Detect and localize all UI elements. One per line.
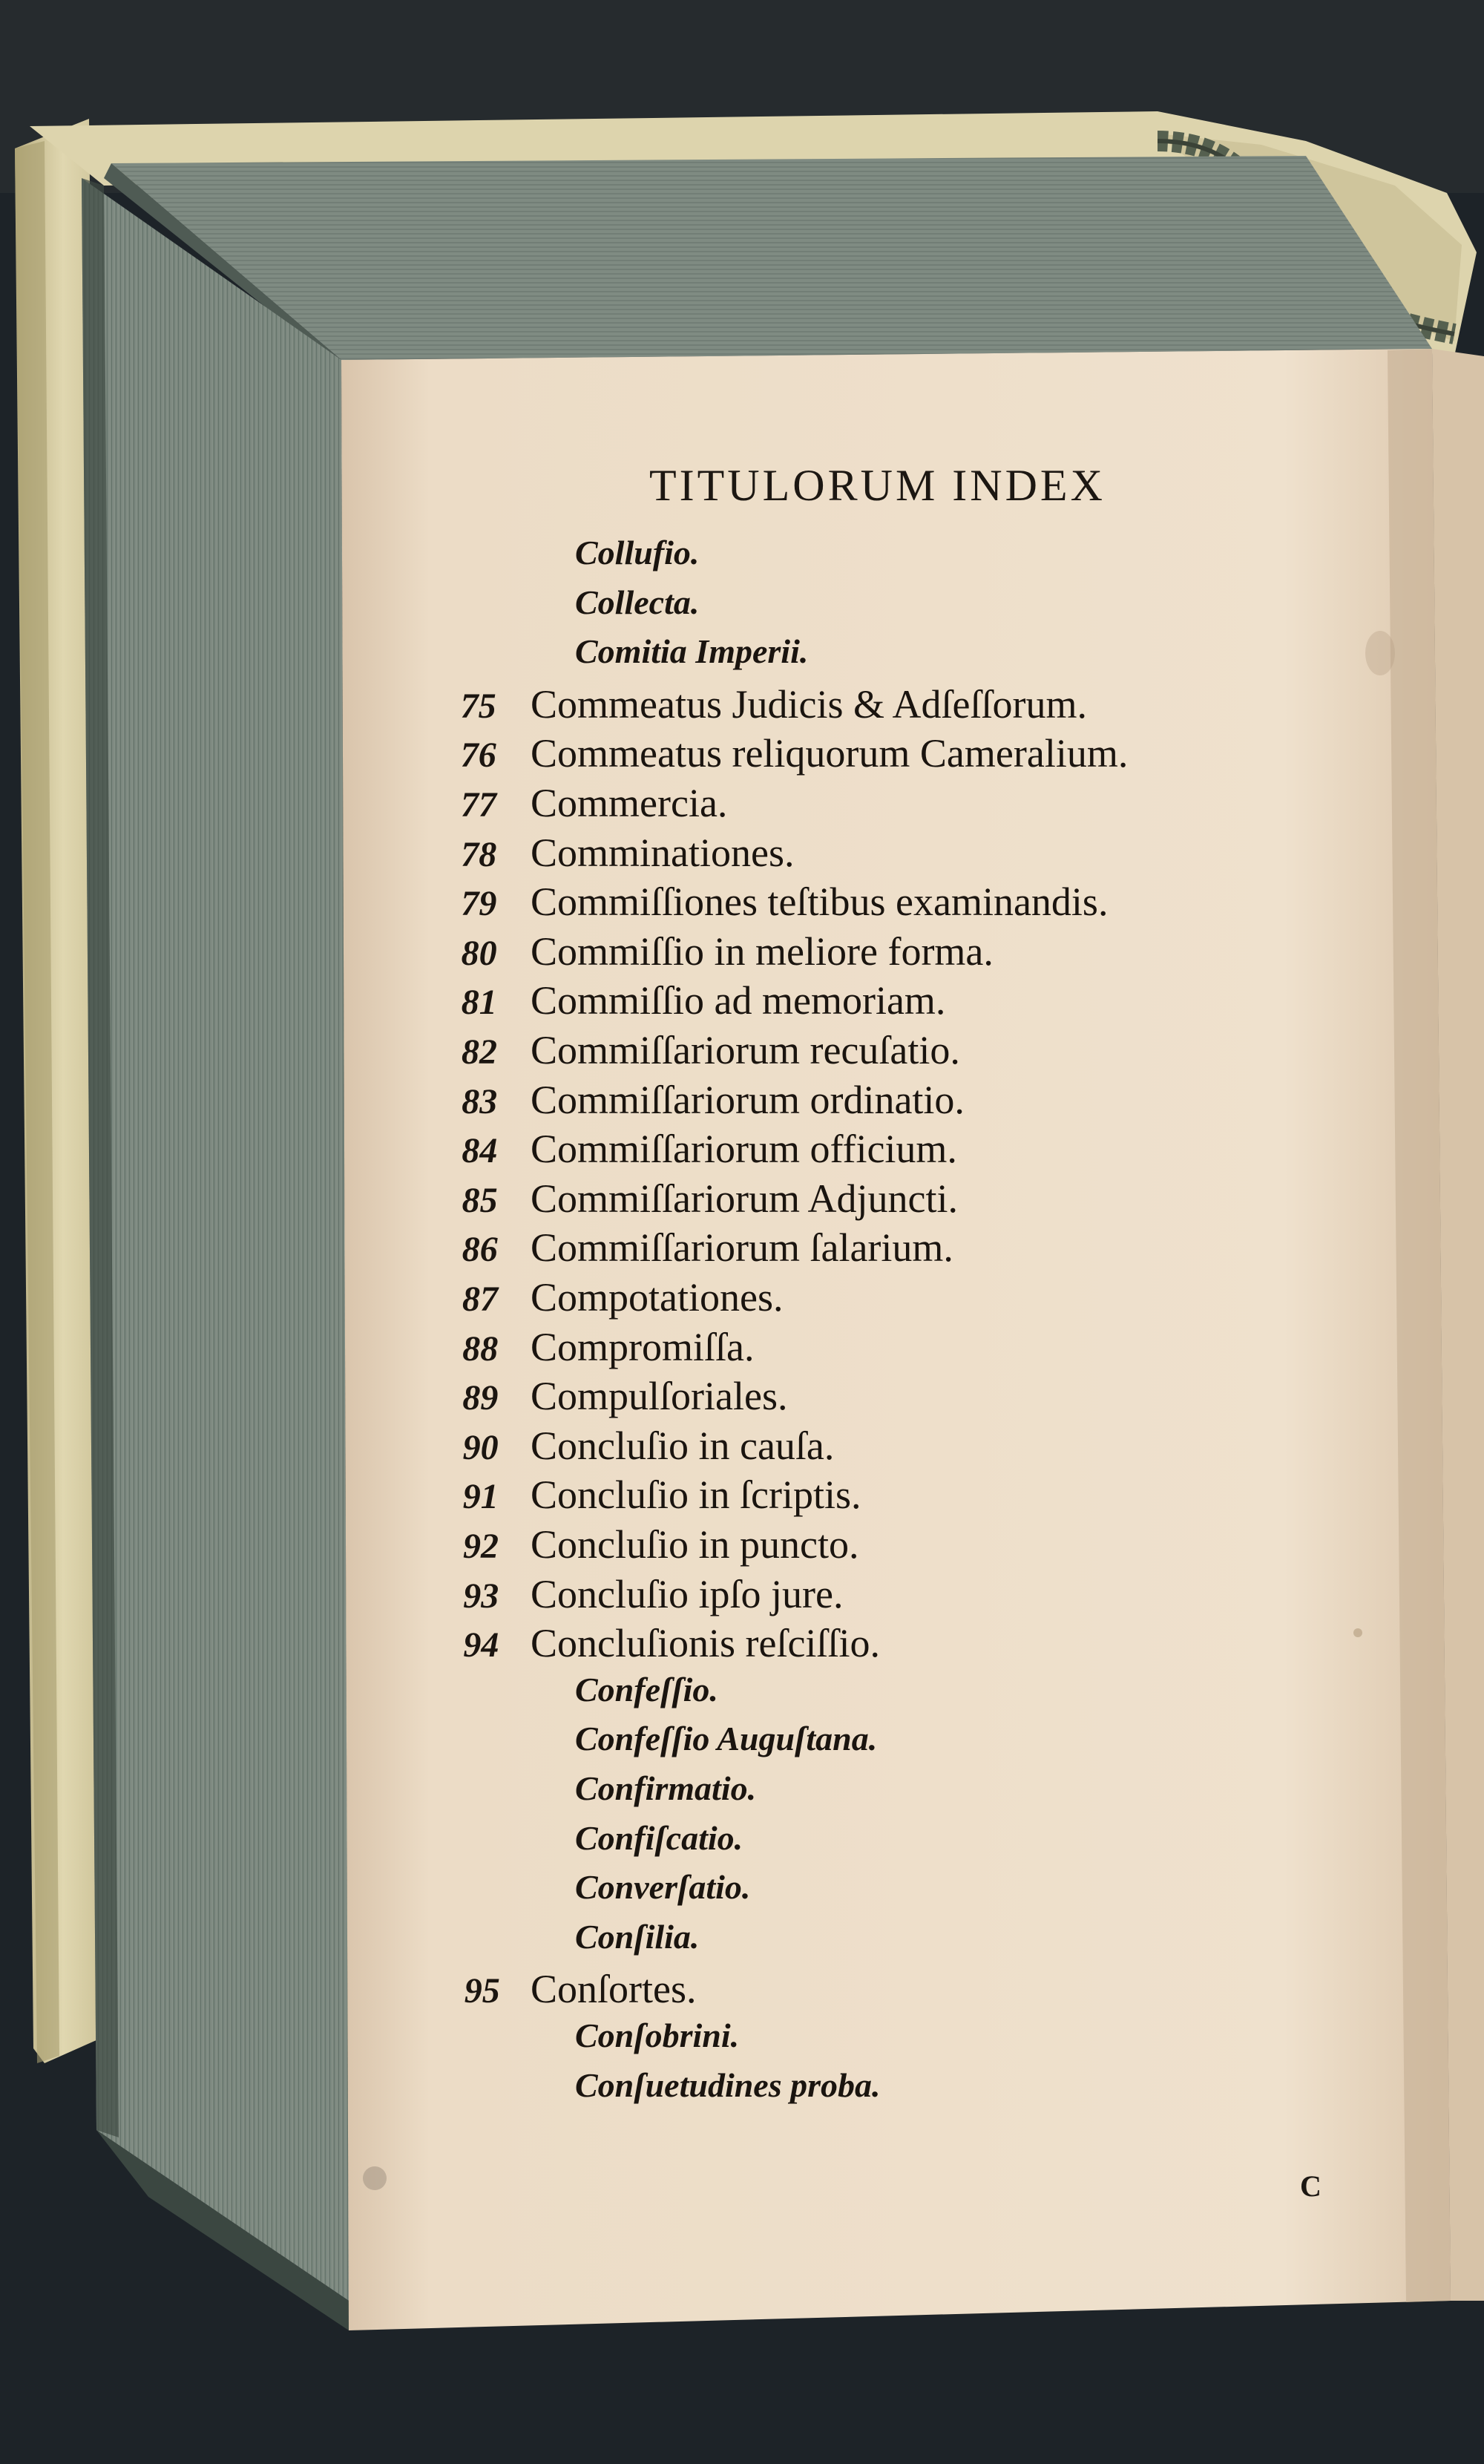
entry-text: Collufio. — [575, 534, 700, 571]
entry-text: Conſortes. — [531, 1967, 697, 2012]
entry-text: Commeatus Judicis & Adſeſſorum. — [531, 681, 1087, 727]
entry-number: 88 — [462, 1328, 499, 1369]
entry-text: Conſilia. — [575, 1917, 700, 1956]
entry-text: Commiſſariorum recuſatio. — [531, 1028, 960, 1072]
entry-text: Converſatio. — [575, 1868, 751, 1907]
entry-number: 94 — [463, 1625, 499, 1665]
entry-text: Concluſio in puncto. — [531, 1522, 859, 1567]
entry-text: Commiſſariorum Adjuncti. — [531, 1176, 958, 1221]
entry-number: 92 — [463, 1527, 499, 1566]
entry-text: Collecta. — [575, 583, 700, 621]
entry-text: Compulſoriales. — [531, 1374, 788, 1419]
entry-number: 85 — [462, 1180, 498, 1220]
entry-text: Comminationes. — [531, 830, 795, 875]
entry-text: Concluſio in cauſa. — [531, 1423, 835, 1468]
entry-text: Comitia Imperii. — [575, 632, 809, 671]
entry-number: 83 — [462, 1081, 498, 1121]
entry-number: 95 — [464, 1971, 500, 2011]
entry-number: 82 — [462, 1032, 497, 1072]
catchword: C — [1300, 2169, 1322, 2203]
entry-number: 77 — [461, 785, 496, 825]
entry-number: 78 — [461, 834, 497, 874]
entry-text: Commercia. — [531, 781, 728, 825]
entry-text: Confeſſio. — [575, 1670, 718, 1708]
entry-text: Confeſſio Auguſtana. — [575, 1720, 878, 1758]
entry-number: 81 — [461, 983, 497, 1023]
entry-text: Commiſſiones teſtibus examinandis. — [531, 879, 1109, 925]
entry-text: Conſuetudines proba. — [575, 2065, 881, 2104]
entry-number: 93 — [463, 1576, 499, 1616]
entry-text: Commiſſariorum ordinatio. — [531, 1077, 965, 1122]
entry-text: Concluſio ipſo jure. — [531, 1571, 844, 1616]
entry-number: 76 — [460, 735, 496, 776]
entry-text: Commiſſariorum officium. — [531, 1127, 957, 1172]
entry-text: Confiſcatio. — [575, 1818, 743, 1857]
entry-number: 86 — [462, 1230, 498, 1270]
entry-number: 75 — [460, 686, 496, 726]
entry-text: Compotationes. — [531, 1275, 784, 1320]
entry-text: Conſobrini. — [575, 2016, 740, 2054]
entry-text: Concluſionis reſciſſio. — [531, 1621, 880, 1666]
entry-number: 90 — [462, 1427, 499, 1467]
entry-number: 84 — [462, 1131, 498, 1171]
entry-number: 89 — [462, 1378, 499, 1418]
page-title: TITULORUM INDEX — [649, 461, 1106, 510]
entry-text: Compromiſſa. — [531, 1324, 755, 1369]
entry-number: 87 — [462, 1279, 498, 1319]
entry-text: Concluſio in ſcriptis. — [531, 1472, 861, 1518]
entry-text: Commiſſio in meliore forma. — [531, 928, 994, 974]
entry-number: 80 — [461, 933, 497, 973]
entry-number: 91 — [462, 1477, 499, 1517]
entry-number: 79 — [461, 884, 497, 924]
entry-text: Commiſſariorum ſalarium. — [531, 1225, 953, 1271]
entry-text: Commeatus reliquorum Cameralium. — [531, 731, 1129, 776]
entry-text: Commiſſio ad memoriam. — [531, 978, 946, 1023]
entry-text: Confirmatio. — [575, 1769, 757, 1807]
